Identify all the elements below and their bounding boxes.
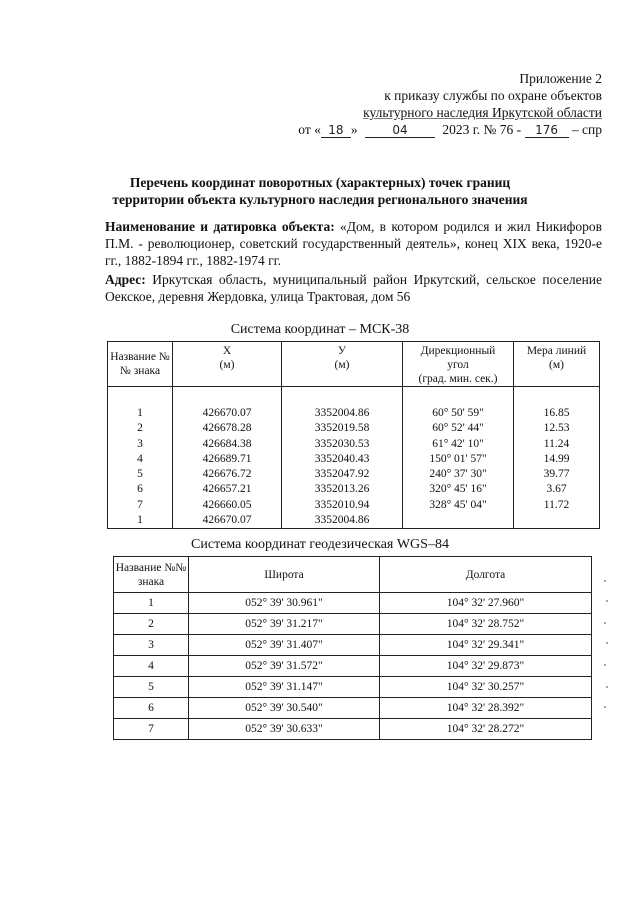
table-row: [114, 635, 592, 656]
order-suffix: – спр: [571, 122, 602, 137]
table1-caption: Система координат – МСК-38: [230, 322, 410, 337]
longitude-cell: 104° 32' 28.392": [380, 698, 592, 719]
scan-dot: [606, 686, 608, 688]
document-title: [0, 174, 640, 208]
length-unit: (м): [549, 359, 564, 371]
col-point-numbers: 1 2 3 4 5 6 7 1: [108, 387, 173, 529]
angle-label: угол: [447, 359, 469, 371]
latitude-cell: 052° 39' 30.961": [189, 593, 380, 614]
appendix-title: Приложение 2: [519, 71, 602, 86]
col-header-length: [514, 342, 600, 387]
col-header-y: [282, 342, 403, 387]
point-number: 1: [114, 593, 189, 614]
col-y-values: 3352004.86 3352019.58 3352030.53 3352040.43 3352047.92 3352013.26 3352010.94 3352004.86: [282, 387, 403, 529]
col-header-name: Название №№ знака: [108, 342, 173, 387]
title-line: территории объекта культурного наследия регионального значения: [112, 192, 528, 207]
angle-unit: (град. мин. сек.): [418, 373, 498, 385]
address-paragraph: [105, 271, 602, 305]
col-header-lon: Долгота: [380, 557, 592, 593]
longitude-cell: 104° 32' 29.873": [380, 656, 592, 677]
latitude-cell: 052° 39' 31.572": [189, 656, 380, 677]
longitude-cell: 104° 32' 27.960": [380, 593, 592, 614]
point-number: 5: [114, 677, 189, 698]
appendix-header: [298, 70, 602, 138]
table-row: [114, 656, 592, 677]
address-label: Адрес:: [105, 272, 146, 287]
point-number: 6: [114, 698, 189, 719]
longitude-cell: 104° 32' 29.341": [380, 635, 592, 656]
latitude-cell: 052° 39' 30.540": [189, 698, 380, 719]
scan-dot: [604, 580, 606, 582]
object-name-label: Наименование и датировка объекта:: [105, 219, 335, 234]
length-label: Мера линий: [526, 345, 587, 357]
date-mid: »: [350, 122, 358, 137]
x-unit: (м): [219, 359, 235, 371]
address-text: Иркутская область, муниципальный район Иркутский, сельское поселение Оекское, деревня Жердовка, улица Трактовая, дом 56: [105, 272, 603, 304]
y-unit: (м): [334, 359, 350, 371]
msk38-coordinates-table: [107, 341, 600, 529]
wgs84-coordinates-table: [113, 556, 592, 740]
order-line: к приказу службы по охране объектов: [384, 88, 602, 103]
longitude-cell: 104° 32' 28.752": [380, 614, 592, 635]
longitude-cell: 104° 32' 30.257": [380, 677, 592, 698]
point-number: 2: [114, 614, 189, 635]
table-row: [114, 698, 592, 719]
longitude-cell: 104° 32' 28.272": [380, 719, 592, 740]
scan-dot: [604, 706, 606, 708]
order-line: культурного наследия Иркутской области: [363, 105, 602, 120]
col-length-values: 16.85 12.53 11.24 14.99 39.77 3.67 11.72: [514, 387, 600, 529]
y-label: У: [337, 345, 347, 357]
angle-label: Дирекционный: [420, 345, 496, 357]
order-date-line: [298, 121, 602, 138]
table-row: [114, 593, 592, 614]
latitude-cell: 052° 39' 30.633": [189, 719, 380, 740]
object-name-text: «Дом, в котором родился и жил Никифоров П.М. - революционер, советский государственный деятель», конец XIX века, 1920-е гг., 1882-1894 гг., 1882-1974 гг.: [105, 219, 602, 268]
year-text: 2023 г. № 76 -: [442, 122, 522, 137]
scan-dot: [604, 622, 606, 624]
title-line: Перечень координат поворотных (характерных) точек границ: [129, 175, 511, 190]
col-header-x: [173, 342, 282, 387]
point-number: 4: [114, 656, 189, 677]
date-month: 04: [365, 124, 435, 138]
col-x-values: 426670.07 426678.28 426684.38 426689.71 426676.72 426657.21 426660.05 426670.07: [173, 387, 282, 529]
latitude-cell: 052° 39' 31.407": [189, 635, 380, 656]
latitude-cell: 052° 39' 31.217": [189, 614, 380, 635]
col-header-name: Название №№ знака: [114, 557, 189, 593]
latitude-cell: 052° 39' 31.147": [189, 677, 380, 698]
col-header-lat: Широта: [189, 557, 380, 593]
object-name-paragraph: [105, 218, 602, 269]
table-body-row: [108, 387, 600, 529]
table-row: [114, 614, 592, 635]
col-angle-values: 60° 50' 59" 60° 52' 44" 61° 42' 10" 150° 01' 57" 240° 37' 30" 320° 45' 16" 328° 45' 04": [403, 387, 514, 529]
table-row: [114, 719, 592, 740]
table-row: [114, 677, 592, 698]
scan-dot: [606, 600, 608, 602]
scan-dot: [606, 642, 608, 644]
date-prefix: от «: [298, 122, 321, 137]
scan-dot: [604, 664, 606, 666]
x-label: X: [222, 345, 232, 357]
date-day: 18: [321, 124, 351, 138]
point-number: 7: [114, 719, 189, 740]
table-header-row: [108, 342, 600, 387]
point-number: 3: [114, 635, 189, 656]
col-header-angle: [403, 342, 514, 387]
table-header-row: [114, 557, 592, 593]
order-number: 176: [525, 124, 569, 138]
table2-caption: Система координат геодезическая WGS–84: [191, 537, 449, 552]
